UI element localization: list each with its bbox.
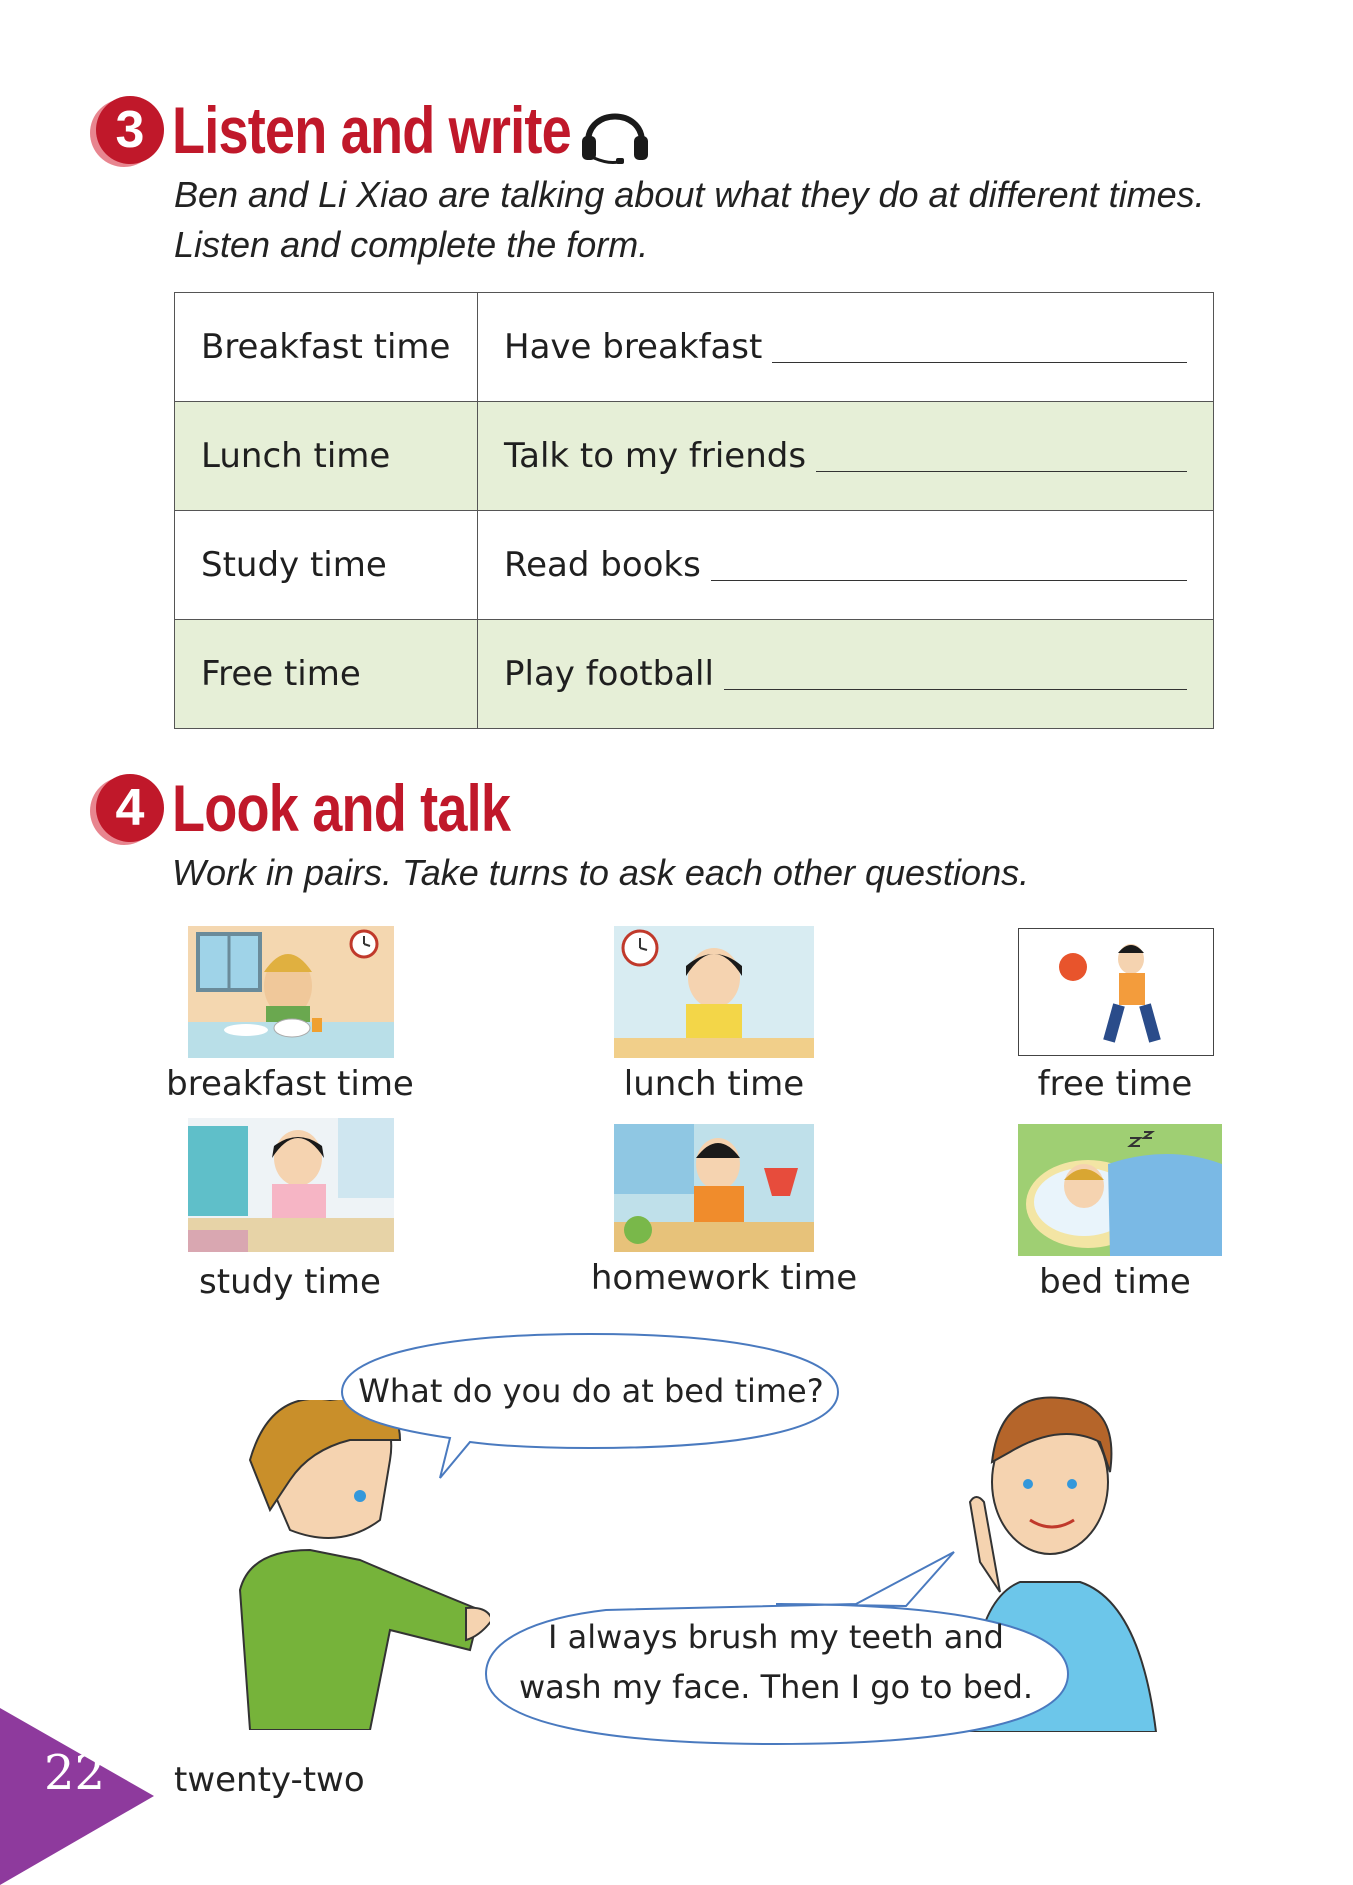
section-3-instruction-line-2: Listen and complete the form. bbox=[174, 224, 649, 265]
caption-study-time: study time bbox=[199, 1262, 381, 1302]
section-4-heading bbox=[96, 770, 584, 846]
table-row bbox=[175, 620, 1214, 729]
caption-homework-time: homework time bbox=[590, 1258, 858, 1298]
time-cell: Study time bbox=[175, 511, 478, 620]
section-3-heading bbox=[96, 92, 658, 168]
free-time-illustration bbox=[1018, 928, 1214, 1056]
table-row bbox=[175, 402, 1214, 511]
answer-blank[interactable] bbox=[816, 441, 1187, 472]
caption-breakfast-time: breakfast time bbox=[166, 1064, 414, 1104]
question-text: What do you do at bed time? bbox=[358, 1372, 824, 1410]
activity-text: Read books bbox=[504, 545, 701, 585]
bed-time-illustration bbox=[1018, 1124, 1222, 1256]
activity-text: Talk to my friends bbox=[504, 436, 807, 476]
time-cell: Breakfast time bbox=[175, 293, 478, 402]
caption-bed-time: bed time bbox=[1039, 1262, 1191, 1302]
activity-text: Play football bbox=[504, 654, 714, 694]
breakfast-time-illustration bbox=[188, 926, 394, 1058]
section-4-title: Look and talk bbox=[172, 771, 511, 845]
answer-blank[interactable] bbox=[772, 332, 1187, 363]
activity-cell bbox=[478, 293, 1214, 402]
caption-lunch-time: lunch time bbox=[623, 1064, 805, 1104]
answer-line-2: wash my face. Then I go to bed. bbox=[518, 1668, 1034, 1706]
answer-blank[interactable] bbox=[711, 550, 1187, 581]
activity-cell bbox=[478, 402, 1214, 511]
section-3-instruction-line-1: Ben and Li Xiao are talking about what they do at different times. bbox=[174, 174, 1205, 215]
table-row bbox=[175, 511, 1214, 620]
section-number-3: 3 bbox=[96, 96, 164, 164]
caption-free-time: free time bbox=[1037, 1064, 1193, 1104]
activity-cell bbox=[478, 511, 1214, 620]
time-cell: Lunch time bbox=[175, 402, 478, 511]
headphones-icon bbox=[578, 98, 652, 168]
time-cell: Free time bbox=[175, 620, 478, 729]
lunch-time-illustration bbox=[614, 926, 814, 1058]
answer-blank[interactable] bbox=[724, 659, 1187, 690]
listen-form-table bbox=[174, 292, 1214, 729]
section-3-title: Listen and write bbox=[172, 93, 571, 167]
page-number: 22 bbox=[44, 1745, 106, 1801]
page-number-word: twenty-two bbox=[174, 1760, 365, 1800]
homework-time-illustration bbox=[614, 1124, 814, 1252]
study-time-illustration bbox=[188, 1118, 394, 1252]
activity-text: Have breakfast bbox=[504, 327, 763, 367]
section-number-4: 4 bbox=[96, 774, 164, 842]
section-4-instruction: Work in pairs. Take turns to ask each other questions. bbox=[172, 852, 1030, 893]
answer-line-1: I always brush my teeth and bbox=[548, 1618, 1004, 1656]
activity-cell bbox=[478, 620, 1214, 729]
table-row bbox=[175, 293, 1214, 402]
